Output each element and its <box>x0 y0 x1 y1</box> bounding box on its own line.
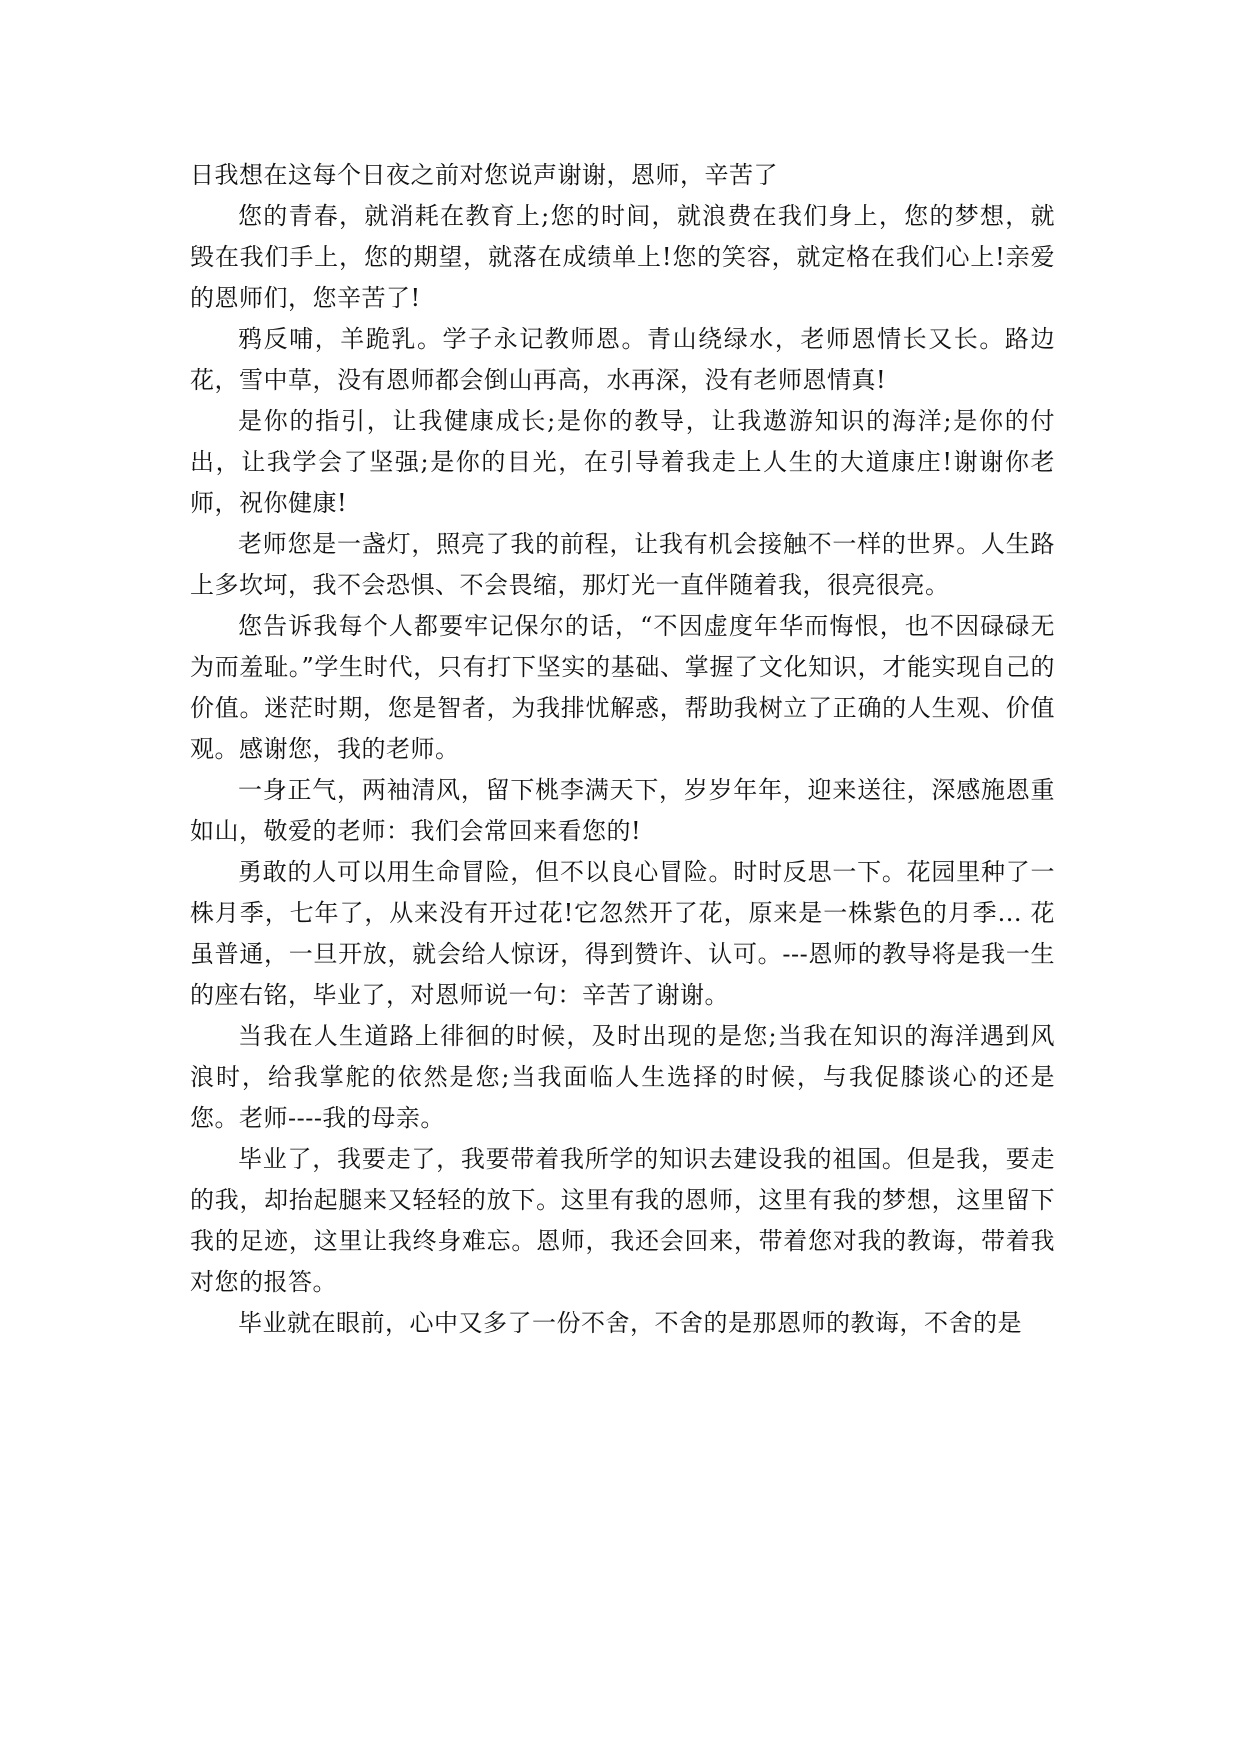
paragraph-continuation: 日我想在这每个日夜之前对您说声谢谢，恩师，辛苦了 <box>190 161 778 189</box>
paragraph: 当我在人生道路上徘徊的时候，及时出现的是您;当我在知识的海洋遇到风浪时，给我掌舵的依然是您;当我面临人生选择的时候，与我促膝谈心的还是您。老师----我的母亲。 <box>190 1022 1055 1132</box>
document-body <box>190 155 1055 1344</box>
paragraph: 毕业了，我要走了，我要带着我所学的知识去建设我的祖国。但是我，要走的我，却抬起腿来又轻轻的放下。这里有我的恩师，这里有我的梦想，这里留下我的足迹，这里让我终身难忘。恩师，我还会回来，带着您对我的教诲，带着我对您的报答。 <box>190 1145 1055 1296</box>
paragraph: 勇敢的人可以用生命冒险，但不以良心冒险。时时反思一下。花园里种了一株月季，七年了，从来没有开过花!它忽然开了花，原来是一株紫色的月季... 花虽普通，一旦开放，就会给人惊讶，得到赞许、认可。---恩师的教导将是我一生的座右铭，毕业了，对恩师说一句：辛苦了谢谢。 <box>190 858 1055 1009</box>
paragraph: 您告诉我每个人都要牢记保尔的话，“不因虚度年华而悔恨，也不因碌碌无为而羞耻。”学生时代，只有打下坚实的基础、掌握了文化知识，才能实现自己的价值。迷茫时期，您是智者，为我排忧解惑，帮助我树立了正确的人生观、价值观。感谢您，我的老师。 <box>190 612 1055 763</box>
paragraph: 鸦反哺，羊跪乳。学子永记教师恩。青山绕绿水，老师恩情长又长。路边花，雪中草，没有恩师都会倒山再高，水再深，没有老师恩情真! <box>190 325 1055 394</box>
paragraph: 毕业就在眼前，心中又多了一份不舍，不舍的是那恩师的教诲，不舍的是 <box>238 1309 1022 1337</box>
paragraph: 是你的指引，让我健康成长;是你的教导，让我遨游知识的海洋;是你的付出，让我学会了坚强;是你的目光，在引导着我走上人生的大道康庄!谢谢你老师，祝你健康! <box>190 407 1055 517</box>
paragraph: 老师您是一盏灯，照亮了我的前程，让我有机会接触不一样的世界。人生路上多坎坷，我不会恐惧、不会畏缩，那灯光一直伴随着我，很亮很亮。 <box>190 530 1055 599</box>
paragraph: 一身正气，两袖清风，留下桃李满天下，岁岁年年，迎来送往，深感施恩重如山，敬爱的老师：我们会常回来看您的! <box>190 776 1055 845</box>
paragraph: 您的青春，就消耗在教育上;您的时间，就浪费在我们身上，您的梦想，就毁在我们手上，您的期望，就落在成绩单上!您的笑容，就定格在我们心上!亲爱的恩师们，您辛苦了! <box>190 202 1055 312</box>
